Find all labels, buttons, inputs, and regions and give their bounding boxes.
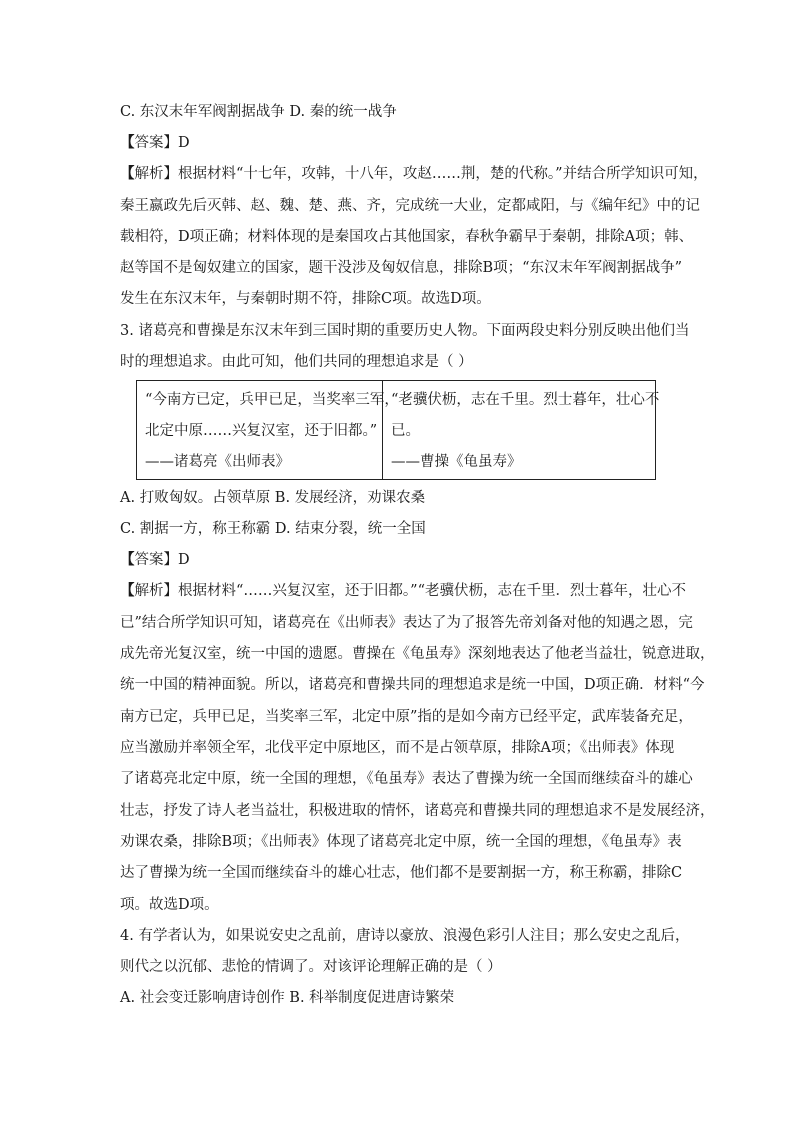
answer-line-q2 — [120, 133, 190, 153]
source-attribution: ——曹操《龟虽寿》 — [391, 454, 522, 470]
analysis-tag-open: 【 — [120, 165, 135, 182]
analysis-line: 统一中国的精神面貌。所以，诸葛亮和曹操共同的理想追求是统一中国，D项正确．材料“今 — [120, 677, 705, 693]
answer-text: 答案】D — [134, 552, 190, 568]
option-line-ab-q3: A. 打败匈奴。占领草原 B. 发展经济，劝课农桑 — [120, 490, 426, 506]
analysis-line: 南方已定，兵甲已足，当奖率三军，北定中原”指的是如今南方已经平定，武库装备充足， — [120, 709, 693, 725]
source-cell-caocao — [383, 381, 660, 479]
question-3-line: 3. 诸葛亮和曹操是东汉末年到三国时期的重要历史人物。下面两段史料分别反映出他们当 — [120, 323, 690, 339]
analysis-text: 解析】根据材料“……兴复汉室，还于旧都。”“老骥伏枥，志在千里．烈士暮年，壮心不 — [134, 583, 686, 599]
source-attribution: ——诸葛亮《出师表》 — [145, 454, 290, 470]
analysis-line: 已”结合所学知识可知，诸葛亮在《出师表》表达了为了报答先帝刘备对他的知遇之恩，完 — [120, 615, 693, 631]
analysis-tag-open: 【 — [120, 582, 135, 599]
question-4-line: 4. 有学者认为，如果说安史之乱前，唐诗以豪放、浪漫色彩引人注目；那么安史之乱后， — [120, 928, 690, 944]
source-cell-zhuge — [137, 381, 399, 479]
analysis-line: 发生在东汉末年，与秦朝时期不符，排除C项。故选D项。 — [120, 291, 491, 307]
analysis-line: 成先帝光复汉室，统一中国的遗愿。曹操在《龟虽寿》深刻地表达了他老当益壮，锐意进取， — [120, 646, 715, 662]
analysis-line: 载相符，D项正确；材料体现的是秦国攻占其他国家，春秋争霸早于秦朝，排除A项；韩、 — [120, 229, 694, 245]
analysis-line — [120, 164, 708, 184]
analysis-line: 项。故选D项。 — [120, 897, 219, 913]
analysis-line — [120, 581, 686, 601]
source-text: 已。 — [391, 423, 420, 439]
answer-line-q3 — [120, 550, 190, 570]
option-line-cd-q2: C. 东汉末年军阀割据战争 D. 秦的统一战争 — [120, 104, 397, 120]
option-line-cd-q3: C. 割据一方，称王称霸 D. 结束分裂，统一全国 — [120, 521, 426, 537]
analysis-line: 赵等国不是匈奴建立的国家，题干没涉及匈奴信息，排除B项；“东汉末年军阀割据战争” — [120, 260, 682, 276]
question-3-line: 时的理想追求。由此可知，他们共同的理想追求是（ ） — [120, 354, 473, 370]
analysis-line: 劝课农桑，排除B项；《出师表》体现了诸葛亮北定中原，统一全国的理想，《龟虽寿》表 — [120, 834, 682, 850]
source-text: “老骥伏枥，志在千里。烈士暮年，壮心不 — [391, 392, 660, 408]
analysis-text: 解析】根据材料“十七年，攻韩，十八年，攻赵……荆，楚的代称。”并结合所学知识可知， — [134, 166, 708, 182]
analysis-line: 壮志，抒发了诗人老当益壮，积极进取的情怀，诸葛亮和曹操共同的理想追求不是发展经济， — [120, 803, 715, 819]
answer-tag-open: 【 — [120, 134, 135, 151]
answer-tag-open: 【 — [120, 551, 135, 568]
option-line-ab-q4: A. 社会变迁影响唐诗创作 B. 科举制度促进唐诗繁荣 — [120, 990, 455, 1006]
analysis-line: 应当激励并率领全军，北伐平定中原地区，而不是占领草原，排除A项；《出师表》体现 — [120, 740, 675, 756]
source-text: “今南方已定，兵甲已足，当奖率三军， — [145, 392, 399, 408]
analysis-line: 秦王嬴政先后灭韩、赵、魏、楚、燕、齐，完成统一大业，定都咸阳，与《编年纪》中的记 — [120, 198, 700, 214]
question-4-line: 则代之以沉郁、悲怆的情调了。对该评论理解正确的是（ ） — [120, 959, 502, 975]
answer-text: 答案】D — [134, 135, 190, 151]
source-table — [136, 380, 660, 480]
analysis-line: 达了曹操为统一全国而继续奋斗的雄心壮志，他们都不是要割据一方，称王称霸，排除C — [120, 865, 683, 881]
analysis-line: 了诸葛亮北定中原，统一全国的理想，《龟虽寿》表达了曹操为统一全国而继续奋斗的雄心 — [120, 771, 693, 787]
source-text: 北定中原……兴复汉室，还于旧都。” — [145, 423, 378, 439]
